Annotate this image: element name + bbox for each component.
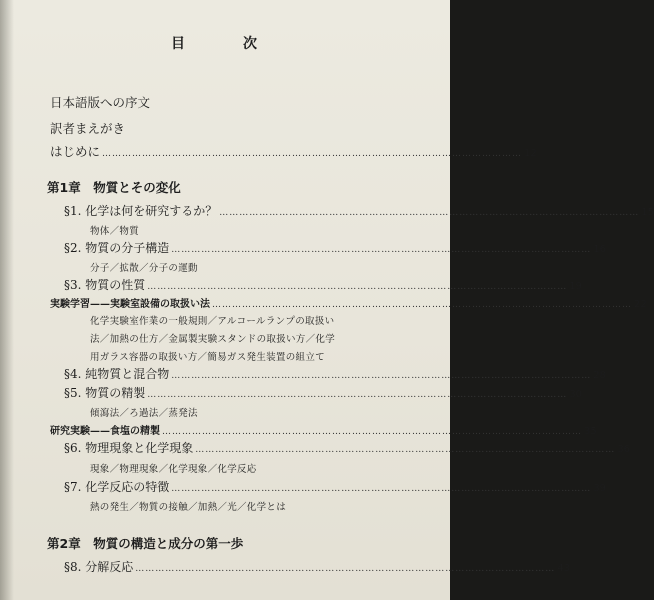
- entry-subtopics: 化学実験室作業の一般規則／アルコールランプの取扱い: [90, 316, 335, 327]
- toc-entry: [64, 365, 606, 382]
- page-number: 30: [569, 389, 582, 400]
- entry-subtopics: 傾瀉法／ろ過法／蒸発法: [90, 408, 198, 419]
- page-number: 22: [634, 299, 647, 310]
- toc-entry: [64, 276, 582, 293]
- dot-leader: ………………………………………………………………………………………………………………: [219, 208, 640, 218]
- entry-label: 実験学習——実験室設備の取扱い法: [50, 299, 210, 310]
- dot-leader: ………………………………………………………………………………………………………………: [171, 245, 592, 255]
- dot-leader: ………………………………………………………………………………………………………………: [195, 445, 616, 455]
- chapter-heading: 第2章 物質の構造と成分の第一歩: [47, 536, 244, 551]
- chapter-heading: 第1章 物質とその変化: [47, 180, 181, 195]
- entry-label: §3. 物質の性質: [64, 278, 146, 292]
- page-number: 35: [584, 426, 597, 437]
- entry-subtopics: 熱の発生／物質の接触／加熱／光／化学とは: [90, 502, 287, 513]
- dot-leader: ………………………………………………………………………………………………………………: [162, 427, 582, 437]
- toc-special-entry: [50, 422, 597, 437]
- page-number: 39: [593, 483, 606, 494]
- dot-leader: ………………………………………………………………………………………………………………: [147, 390, 568, 400]
- entry-subtopics: 用ガラス容器の取扱い方／簡易ガス発生装置の組立て: [90, 352, 325, 363]
- entry-label: §2. 物質の分子構造: [64, 241, 170, 255]
- entry-subtopics: 分子／拡散／分子の運動: [90, 263, 198, 274]
- entry-subtopics: 法／加熱の仕方／金属製実験スタンドの取扱い方／化学: [90, 334, 336, 345]
- toc-entry: [64, 558, 570, 575]
- entry-subtopics: 物体／物質: [90, 226, 140, 237]
- entry-label: 研究実験——食塩の精製: [50, 426, 160, 437]
- page-number: 12: [524, 148, 537, 159]
- page-number: 43: [557, 563, 570, 574]
- toc-entry: [64, 384, 582, 401]
- entry-subtopics: 現象／物理現象／化学現象／化学反応: [90, 464, 257, 475]
- toc-entry: [64, 439, 630, 456]
- page-number: 16: [593, 244, 606, 255]
- toc-special-entry: [50, 295, 647, 310]
- front-matter-introduction: [50, 142, 537, 160]
- entry-label: §1. 化学は何を研究するか？: [64, 204, 218, 218]
- toc-entry: [64, 478, 606, 495]
- entry-label: §5. 物質の精製: [64, 386, 146, 400]
- dot-leader: ………………………………………………………………………………………………………………: [171, 484, 592, 494]
- page-number: 15: [641, 207, 654, 218]
- entry-label: はじめに: [50, 144, 101, 159]
- page-number: 36: [617, 444, 630, 455]
- front-matter-translator-note: 訳者まえがき: [50, 121, 126, 136]
- dot-leader: ………………………………………………………………………………………………………………: [135, 564, 556, 574]
- entry-label: §7. 化学反応の特徴: [64, 480, 170, 494]
- toc-entry: [64, 202, 654, 219]
- page-number: 19: [569, 281, 582, 292]
- entry-label: §8. 分解反応: [64, 560, 134, 574]
- dot-leader: ………………………………………………………………………………………………………………: [102, 149, 523, 159]
- entry-label: §6. 物理現象と化学現象: [64, 441, 194, 455]
- toc-title: 目 次: [171, 36, 279, 52]
- toc-entry: [64, 239, 606, 256]
- page-number: 28: [593, 370, 606, 381]
- dot-leader: ………………………………………………………………………………………………………………: [171, 371, 592, 381]
- entry-label: §4. 純物質と混合物: [64, 367, 170, 381]
- page-shadow: [0, 0, 14, 600]
- dot-leader: ………………………………………………………………………………………………………………: [212, 300, 632, 310]
- dot-leader: ………………………………………………………………………………………………………………: [147, 282, 568, 292]
- front-matter-preface: 日本語版への序文: [50, 95, 151, 110]
